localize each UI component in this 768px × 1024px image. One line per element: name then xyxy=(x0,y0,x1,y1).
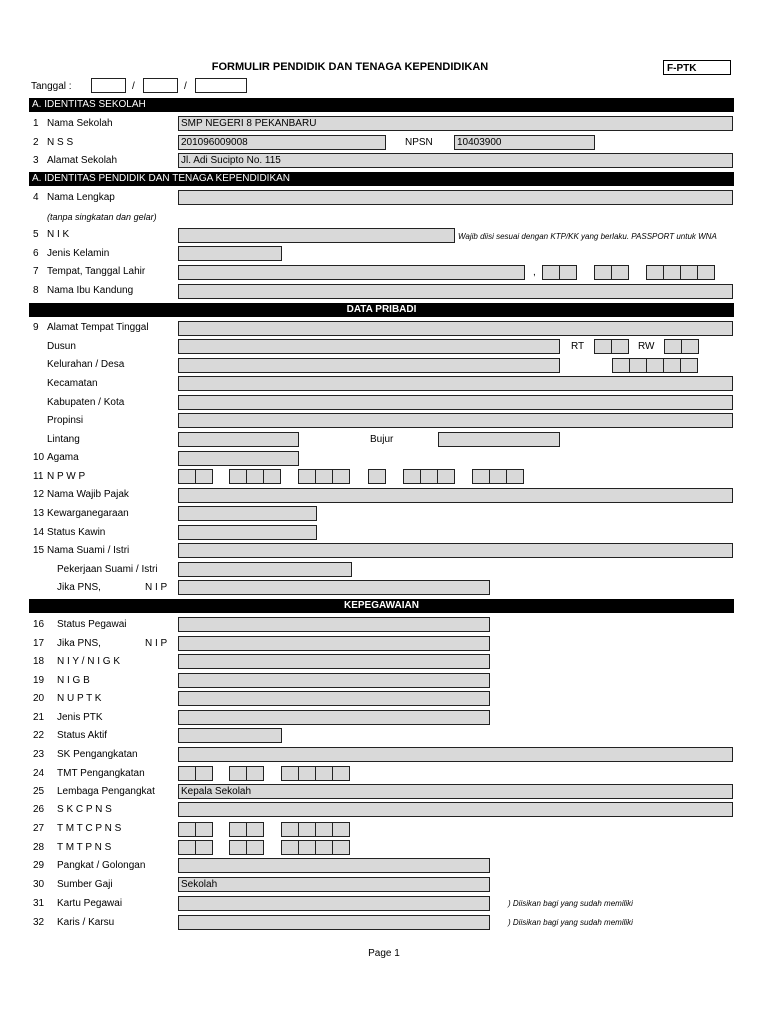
npsn-field[interactable]: 10403900 xyxy=(454,135,595,150)
sumber-gaji-label: Sumber Gaji xyxy=(57,879,113,890)
section-header-data-pribadi: DATA PRIBADI xyxy=(29,303,734,317)
status-kawin-field[interactable] xyxy=(178,525,317,540)
row-number: 5 xyxy=(33,229,39,240)
nama-lengkap-field[interactable] xyxy=(178,190,733,205)
nama-lengkap-note: (tanpa singkatan dan gelar) xyxy=(47,212,157,222)
nip-pasangan-field[interactable] xyxy=(178,580,490,595)
nama-ibu-label: Nama Ibu Kandung xyxy=(47,285,134,296)
row-number: 20 xyxy=(33,693,45,704)
status-kawin-label: Status Kawin xyxy=(47,527,106,538)
alamat-sekolah-field[interactable]: Jl. Adi Sucipto No. 115 xyxy=(178,153,733,168)
propinsi-field[interactable] xyxy=(178,413,733,428)
rw-label: RW xyxy=(638,341,655,352)
row-number: 3 xyxy=(33,155,39,166)
nik-label: N I K xyxy=(47,229,70,240)
row-number: 31 xyxy=(33,898,45,909)
dusun-field[interactable] xyxy=(178,339,560,354)
propinsi-label: Propinsi xyxy=(47,415,84,426)
karis-karsu-label: Karis / Karsu xyxy=(57,917,115,928)
row-number: 19 xyxy=(33,675,45,686)
row-number: 4 xyxy=(33,192,39,203)
status-aktif-label: Status Aktif xyxy=(57,730,108,741)
lembaga-pengangkat-field[interactable]: Kepala Sekolah xyxy=(178,784,733,799)
kecamatan-field[interactable] xyxy=(178,376,733,391)
row-number: 25 xyxy=(33,786,45,797)
jenis-ptk-field[interactable] xyxy=(178,710,490,725)
npsn-label: NPSN xyxy=(405,137,433,148)
tmt-pengangkatan-month-cells[interactable] xyxy=(229,766,264,781)
sk-pengangkatan-label: SK Pengangkatan xyxy=(57,749,138,760)
row-number: 18 xyxy=(33,656,45,667)
row-number: 11 xyxy=(33,471,44,482)
row-number: 30 xyxy=(33,879,45,890)
npwp-label: N P W P xyxy=(47,471,86,482)
kabupaten-label: Kabupaten / Kota xyxy=(47,397,125,408)
section-header-kepegawaian: KEPEGAWAIAN xyxy=(29,599,734,613)
nik-field[interactable] xyxy=(178,228,455,243)
row-number: 12 xyxy=(33,489,45,500)
row-number: 15 xyxy=(33,545,45,556)
dusun-label: Dusun xyxy=(47,341,76,352)
nuptk-field[interactable] xyxy=(178,691,490,706)
niy-nigk-field[interactable] xyxy=(178,654,490,669)
row-number: 14 xyxy=(33,527,45,538)
nama-suami-istri-label: Nama Suami / Istri xyxy=(47,545,130,556)
tanggal-lahir-day-cells[interactable] xyxy=(542,265,577,280)
lintang-label: Lintang xyxy=(47,434,80,445)
date-separator: / xyxy=(132,81,135,92)
date-separator: / xyxy=(184,81,187,92)
row-number: 8 xyxy=(33,285,39,296)
agama-field[interactable] xyxy=(178,451,299,466)
sk-cpns-field[interactable] xyxy=(178,802,733,817)
tmt-cpns-label: T M T C P N S xyxy=(57,823,122,834)
tmt-pns-year-cells[interactable] xyxy=(281,840,350,855)
section-header-identitas-ptk: A. IDENTITAS PENDIDIK DAN TENAGA KEPENDIDIKAN xyxy=(29,172,734,186)
date-year-field[interactable] xyxy=(195,78,247,93)
tanggal-lahir-month-cells[interactable] xyxy=(594,265,629,280)
npwp-cells-2[interactable] xyxy=(229,469,281,484)
comma: , xyxy=(533,267,536,278)
nama-sekolah-label: Nama Sekolah xyxy=(47,118,113,129)
jenis-ptk-label: Jenis PTK xyxy=(57,712,103,723)
kecamatan-label: Kecamatan xyxy=(47,378,98,389)
jenis-kelamin-label: Jenis Kelamin xyxy=(47,248,110,259)
row-number: 22 xyxy=(33,730,45,741)
form-code: F-PTK xyxy=(663,60,731,75)
pangkat-golongan-label: Pangkat / Golongan xyxy=(57,860,146,871)
nuptk-label: N U P T K xyxy=(57,693,102,704)
pekerjaan-pasangan-field[interactable] xyxy=(178,562,352,577)
row-number: 32 xyxy=(33,917,45,928)
kartu-pegawai-label: Kartu Pegawai xyxy=(57,898,123,909)
tmt-cpns-year-cells[interactable] xyxy=(281,822,350,837)
alamat-tinggal-field[interactable] xyxy=(178,321,733,336)
npwp-cells-4[interactable] xyxy=(368,469,386,484)
status-pegawai-field[interactable] xyxy=(178,617,490,632)
tmt-pengangkatan-day-cells[interactable] xyxy=(178,766,213,781)
npwp-cells-5[interactable] xyxy=(403,469,455,484)
nama-ibu-field[interactable] xyxy=(178,284,733,299)
row-number: 24 xyxy=(33,768,45,779)
form-title: FORMULIR PENDIDIK DAN TENAGA KEPENDIDIKAN xyxy=(211,61,489,73)
kabupaten-field[interactable] xyxy=(178,395,733,410)
status-pegawai-label: Status Pegawai xyxy=(57,619,127,630)
row-number: 2 xyxy=(33,137,39,148)
row-number: 27 xyxy=(33,823,45,834)
pekerjaan-pasangan-label: Pekerjaan Suami / Istri xyxy=(57,564,158,575)
date-day-field[interactable] xyxy=(91,78,126,93)
kartu-pegawai-note: ) Diisikan bagi yang sudah memiliki xyxy=(508,899,633,908)
row-number: 29 xyxy=(33,860,45,871)
kewarganegaraan-label: Kewarganegaraan xyxy=(47,508,129,519)
kartu-pegawai-field[interactable] xyxy=(178,896,490,911)
date-month-field[interactable] xyxy=(143,78,178,93)
alamat-tinggal-label: Alamat Tempat Tinggal xyxy=(47,322,149,333)
row-number: 16 xyxy=(33,619,45,630)
jika-pns-nip-field[interactable] xyxy=(178,636,490,651)
jenis-kelamin-field[interactable] xyxy=(178,246,282,261)
status-aktif-field[interactable] xyxy=(178,728,282,743)
sk-pengangkatan-field[interactable] xyxy=(178,747,733,762)
row-number: 23 xyxy=(33,749,45,760)
rt-cells[interactable] xyxy=(594,339,629,354)
nama-suami-istri-field[interactable] xyxy=(178,543,733,558)
nss-field[interactable]: 201096009008 xyxy=(178,135,386,150)
npwp-cells-6[interactable] xyxy=(472,469,524,484)
alamat-sekolah-label: Alamat Sekolah xyxy=(47,155,118,166)
nama-lengkap-label: Nama Lengkap xyxy=(47,192,115,203)
bujur-label: Bujur xyxy=(370,434,394,445)
tanggal-label: Tanggal : xyxy=(31,81,72,92)
row-number: 10 xyxy=(33,452,45,463)
tmt-cpns-month-cells[interactable] xyxy=(229,822,264,837)
row-number: 7 xyxy=(33,266,39,277)
nigb-label: N I G B xyxy=(57,675,90,686)
rw-cells[interactable] xyxy=(664,339,699,354)
sk-cpns-label: S K C P N S xyxy=(57,804,112,815)
nip-label: N I P xyxy=(145,582,168,593)
agama-label: Agama xyxy=(47,452,79,463)
tmt-pengangkatan-label: TMT Pengangkatan xyxy=(57,768,145,779)
row-number: 6 xyxy=(33,248,39,259)
tmt-pns-month-cells[interactable] xyxy=(229,840,264,855)
niy-nigk-label: N I Y / N I G K xyxy=(57,656,120,667)
tmt-pengangkatan-year-cells[interactable] xyxy=(281,766,350,781)
nigb-field[interactable] xyxy=(178,673,490,688)
jika-pns-label: Jika PNS, xyxy=(57,582,101,593)
row-number: 26 xyxy=(33,804,45,815)
jika-pns-nip-label: Jika PNS, xyxy=(57,638,101,649)
npwp-cells-1[interactable] xyxy=(178,469,213,484)
page-footer: Page 1 xyxy=(368,948,400,959)
tanggal-lahir-year-cells[interactable] xyxy=(646,265,715,280)
tempat-tanggal-lahir-label: Tempat, Tanggal Lahir xyxy=(47,266,146,277)
tmt-pns-day-cells[interactable] xyxy=(178,840,213,855)
karis-karsu-note: ) Diisikan bagi yang sudah memiliki xyxy=(508,918,633,927)
pangkat-golongan-field[interactable] xyxy=(178,858,490,873)
kelurahan-field[interactable] xyxy=(178,358,560,373)
lintang-field[interactable] xyxy=(178,432,299,447)
nama-wajib-pajak-field[interactable] xyxy=(178,488,733,503)
nik-note: Wajib diisi sesuai dengan KTP/KK yang berlaku. PASSPORT untuk WNA xyxy=(458,232,717,241)
rt-label: RT xyxy=(571,341,585,352)
nama-sekolah-field[interactable]: SMP NEGERI 8 PEKANBARU xyxy=(178,116,733,131)
sumber-gaji-field[interactable]: Sekolah xyxy=(178,877,490,892)
row-number: 13 xyxy=(33,508,45,519)
nss-label: N S S xyxy=(47,137,74,148)
kode-pos-cells[interactable] xyxy=(612,358,698,373)
nip-label: N I P xyxy=(145,638,168,649)
karis-karsu-field[interactable] xyxy=(178,915,490,930)
kewarganegaraan-field[interactable] xyxy=(178,506,317,521)
tempat-lahir-field[interactable] xyxy=(178,265,525,280)
nama-wajib-pajak-label: Nama Wajib Pajak xyxy=(47,489,129,500)
row-number: 21 xyxy=(33,712,45,723)
tmt-cpns-day-cells[interactable] xyxy=(178,822,213,837)
tmt-pns-label: T M T P N S xyxy=(57,842,112,853)
row-number: 9 xyxy=(33,322,39,333)
row-number: 28 xyxy=(33,842,45,853)
row-number: 17 xyxy=(33,638,45,649)
npwp-cells-3[interactable] xyxy=(298,469,350,484)
kelurahan-label: Kelurahan / Desa xyxy=(47,359,125,370)
section-header-identitas-sekolah: A. IDENTITAS SEKOLAH xyxy=(29,98,734,112)
lembaga-pengangkat-label: Lembaga Pengangkat xyxy=(57,786,155,797)
row-number: 1 xyxy=(33,118,39,129)
bujur-field[interactable] xyxy=(438,432,560,447)
